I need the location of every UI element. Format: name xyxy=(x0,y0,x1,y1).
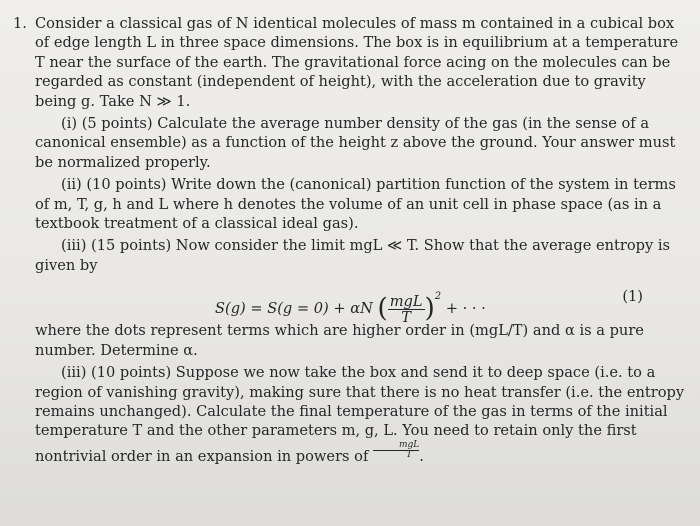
final-fraction-denominator: T xyxy=(406,449,413,460)
part-iii-b-paragraph xyxy=(35,363,685,466)
right-paren: ) xyxy=(424,293,435,324)
equation-1 xyxy=(35,277,685,326)
part-i-text: (i) (5 points) Calculate the average number density of the gas (in the sense of a canonical ensemble) as a function of the height z above the ground. Your answer must be normalized properly. xyxy=(35,115,676,171)
equation-tail: + · · · xyxy=(445,300,486,318)
problem-number: 1. xyxy=(13,15,27,32)
final-fraction xyxy=(373,441,419,460)
problem-intro: Consider a classical gas of N identical molecules of mass m contained in a cubical box of edge length L in three space dimensions. The box is in equilibrium at a temperature T near the surface of the earth. The gravitational force acing on the molecules can be regarded as constant (independent of height), with the acceleration due to gravity being g. Take N ≫ 1. xyxy=(35,15,679,110)
part-ii-text: (ii) (10 points) Write down the (canonical) partition function of the system in terms of m, T, g, h and L where h denotes the volume of an unit cell in phase space (as in a textbook treatment of a classical ideal gas). xyxy=(35,176,676,233)
problem-1 xyxy=(13,14,685,466)
part-iii-a-text: (iii) (15 points) Now consider the limit mgL ≪ T. Show that the average entropy is given by xyxy=(35,237,671,274)
after-equation-text: where the dots represent terms which are higher order in (mgL/T) and α is a pure number. Determine α. xyxy=(35,322,644,359)
equation-lhs: S(g) = S(g = 0) + αN xyxy=(215,300,373,318)
problem-body xyxy=(35,14,685,466)
final-fraction-numerator: mgL xyxy=(373,441,419,451)
final-period: . xyxy=(419,447,424,465)
equation-exponent: 2 xyxy=(434,291,442,303)
equation-fraction-numerator: mgL xyxy=(389,292,423,310)
equation-body xyxy=(215,287,486,325)
equation-fraction xyxy=(388,294,425,325)
part-iii-b-text: (iii) (10 points) Suppose we now take the box and send it to deep space (i.e. to a region of vanishing gravity), making sure that there is no heat transfer (i.e. the entropy remains unchanged). Calculate the final temperature of the gas in terms of the initial temperature T and the other parameters m, g, L. You need to retain only the first nontrivial order in an expansion in powers of xyxy=(35,364,685,465)
equation-label: (1) xyxy=(622,288,643,306)
left-paren: ( xyxy=(377,293,388,324)
equation-fraction-denominator: T xyxy=(401,308,411,326)
